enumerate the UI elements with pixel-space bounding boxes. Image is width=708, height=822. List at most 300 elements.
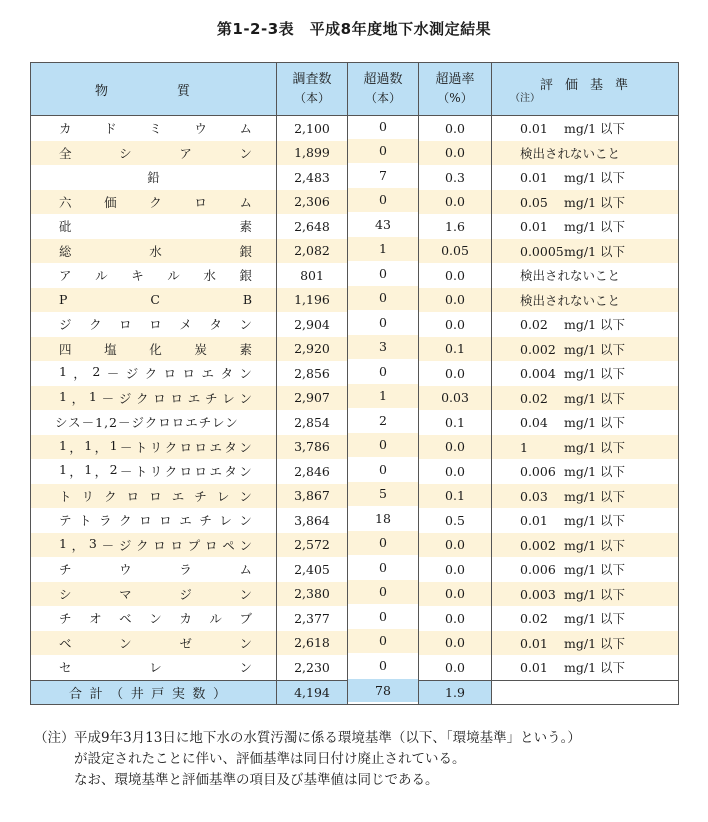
- header-exceed-label: 超過数: [363, 72, 403, 87]
- substance-name-char: 総: [59, 243, 72, 259]
- survey-count: 2,856: [277, 361, 348, 386]
- substance-name-char: ン: [119, 635, 132, 651]
- substance-name-char: －: [106, 366, 120, 382]
- substance-name-char: ロ: [163, 366, 177, 382]
- exceed-count: 1: [348, 237, 419, 262]
- substance-name-char: エ: [209, 439, 222, 455]
- evaluation-standard: [492, 214, 679, 239]
- substance-name-char: マ: [119, 586, 132, 602]
- standard-unit: mg/1 以下: [564, 635, 625, 651]
- substance-name-char: キ: [131, 268, 144, 284]
- survey-count: 2,572: [277, 533, 348, 558]
- exceed-count: 0: [348, 629, 419, 654]
- substance-name: [31, 141, 277, 166]
- substance-name: [31, 533, 277, 558]
- survey-count: 2,907: [277, 386, 348, 411]
- evaluation-standard: [492, 582, 679, 607]
- substance-name-char: タ: [209, 317, 222, 333]
- substance-name-char: －: [101, 390, 115, 406]
- header-substance-char: 物: [95, 83, 109, 99]
- substance-name-char: メ: [179, 317, 192, 333]
- substance-name: [31, 655, 277, 680]
- total-row: [31, 680, 679, 704]
- substance-name-char: ム: [239, 562, 252, 578]
- substance-name-char: ク: [119, 513, 132, 529]
- header-count-label: 調査数: [292, 72, 332, 87]
- table-row: [31, 582, 679, 607]
- total-label-char: 計: [89, 686, 103, 702]
- standard-unit: mg/1 以下: [564, 317, 625, 333]
- survey-count: 2,230: [277, 655, 348, 680]
- survey-count: 2,405: [277, 557, 348, 582]
- substance-name-char: カ: [59, 121, 72, 137]
- table-row: [31, 533, 679, 558]
- substance-name-char: ク: [144, 366, 158, 382]
- standard-value: 0.0005: [520, 243, 564, 259]
- substance-name-char: 炭: [194, 341, 207, 357]
- substance-name-char: 銀: [239, 268, 252, 284]
- substance-name: [31, 582, 277, 607]
- substance-name-char: ロ: [153, 537, 166, 553]
- substance-name-char: ベ: [59, 635, 72, 651]
- substance-name-char: 1: [84, 437, 93, 453]
- standard-unit: mg/1 以下: [564, 488, 625, 504]
- exceed-rate: 0.0: [419, 435, 492, 460]
- header-substance-char: 質: [176, 83, 190, 99]
- exceed-rate: 0.0: [419, 116, 492, 141]
- substance-name-char: ラ: [99, 513, 112, 529]
- standard-unit: mg/1 以下: [564, 170, 625, 186]
- substance-name-char: ラ: [179, 562, 192, 578]
- substance-name-char: 価: [104, 194, 117, 210]
- substance-name-char: ，: [94, 439, 108, 455]
- substance-name-char: ベ: [119, 611, 132, 627]
- substance-name-char: 1: [59, 535, 67, 551]
- exceed-rate: 0.0: [419, 263, 492, 288]
- footnote-line: なお、環境基準と評価基準の項目及び基準値は同じである。: [74, 772, 439, 788]
- standard-unit: mg/1 以下: [564, 366, 625, 382]
- substance-name-char: ン: [239, 439, 252, 455]
- exceed-rate: 0.0: [419, 655, 492, 680]
- standard-value: 0.01: [520, 635, 548, 651]
- substance-name-char: ロ: [179, 439, 193, 455]
- substance-name: [31, 435, 277, 460]
- survey-count: 2,854: [277, 410, 348, 435]
- substance-name-char: ，: [73, 366, 86, 382]
- substance-name-char: P: [59, 292, 68, 308]
- substance-name-char: 1: [84, 462, 93, 478]
- substance-name: [31, 239, 277, 264]
- exceed-rate: 0.0: [419, 312, 492, 337]
- substance-name-char: ク: [136, 537, 149, 553]
- table-row: [31, 606, 679, 631]
- evaluation-standard: [492, 190, 679, 215]
- survey-count: 1,196: [277, 288, 348, 313]
- substance-name-char: シ: [119, 145, 132, 161]
- evaluation-standard: [492, 557, 679, 582]
- survey-count: 2,618: [277, 631, 348, 656]
- table-row: [31, 508, 679, 533]
- substance-name-char: ン: [149, 611, 162, 627]
- exceed-count: 0: [348, 139, 419, 164]
- evaluation-standard: [492, 508, 679, 533]
- substance-name-char: ジ: [118, 390, 132, 406]
- substance-name-char: エ: [179, 513, 192, 529]
- evaluation-standard: [492, 484, 679, 509]
- substance-name-char: チ: [59, 562, 72, 578]
- evaluation-standard: [492, 606, 679, 631]
- substance-name-char: 水: [149, 243, 162, 259]
- substance-name-char: ン: [239, 635, 252, 651]
- substance-name: [31, 459, 277, 484]
- substance-name-char: ク: [104, 488, 117, 504]
- survey-count: 2,100: [277, 116, 348, 141]
- standard-value: 0.01: [520, 170, 548, 186]
- header-rate-label: 超過率: [435, 72, 475, 87]
- substance-name-char: ミ: [149, 121, 162, 137]
- table-row: [31, 655, 679, 680]
- substance-name-char: 1: [59, 437, 67, 453]
- standard-unit: mg/1 以下: [564, 586, 625, 602]
- substance-name-char: ロ: [119, 317, 132, 333]
- header-exceed: [348, 63, 419, 116]
- substance-name-char: ン: [239, 145, 252, 161]
- standard-value: 検出されないこと: [520, 292, 621, 308]
- substance-name-char: エ: [171, 488, 185, 504]
- substance-name: [31, 557, 277, 582]
- substance-name-char: ン: [239, 660, 252, 676]
- survey-count: 3,786: [277, 435, 348, 460]
- table-row: [31, 631, 679, 656]
- substance-name-char: ロ: [204, 537, 218, 553]
- substance-name: [31, 288, 277, 313]
- substance-name: [31, 410, 277, 435]
- header-standard-char: 基: [589, 77, 603, 93]
- exceed-rate: 0.1: [419, 337, 492, 362]
- substance-name: [31, 508, 277, 533]
- substance-name-char: エ: [201, 366, 215, 382]
- exceed-count: 1: [348, 384, 419, 409]
- exceed-rate: 0.0: [419, 631, 492, 656]
- substance-name-char: 1: [59, 364, 67, 380]
- table-row: [31, 312, 679, 337]
- substance-name-char: ロ: [194, 464, 208, 480]
- substance-name-char: チ: [59, 611, 72, 627]
- exceed-rate: 0.0: [419, 190, 492, 215]
- evaluation-standard: [492, 410, 679, 435]
- standard-value: 0.01: [520, 660, 548, 676]
- standard-unit: mg/1 以下: [564, 537, 625, 553]
- table-row: [31, 459, 679, 484]
- standard-value: 0.01: [520, 219, 548, 235]
- substance-name-char: 素: [239, 341, 252, 357]
- standard-value: 0.03: [520, 488, 548, 504]
- exceed-count: 0: [348, 114, 419, 139]
- substance-name-char: ム: [239, 121, 252, 137]
- standard-value: 0.02: [520, 390, 548, 406]
- header-standard-char: 評: [540, 77, 554, 93]
- exceed-count: 7: [348, 163, 419, 188]
- table-row: [31, 337, 679, 362]
- survey-count: 2,648: [277, 214, 348, 239]
- substance-name-char: ロ: [179, 464, 193, 480]
- substance-name-char: ジ: [125, 366, 139, 382]
- survey-count: 3,864: [277, 508, 348, 533]
- substance-name-char: ア: [59, 268, 72, 284]
- survey-count: 1,899: [277, 141, 348, 166]
- standard-unit: mg/1 以下: [564, 390, 625, 406]
- standard-unit: mg/1 以下: [564, 660, 625, 676]
- standard-value: 検出されないこと: [520, 145, 621, 161]
- total-count: 4,194: [277, 680, 348, 704]
- substance-name-char: ブ: [239, 611, 252, 627]
- substance-name-char: テ: [59, 513, 72, 529]
- table-body: [31, 116, 679, 681]
- standard-unit: mg/1 以下: [564, 513, 625, 529]
- exceed-rate: 0.1: [419, 484, 492, 509]
- header-standard: [492, 63, 679, 116]
- substance-name-char: ト: [79, 513, 92, 529]
- substance-name-char: レ: [222, 390, 235, 406]
- table-row: [31, 141, 679, 166]
- substance-name-char: C: [150, 292, 160, 308]
- substance-name-char: エ: [209, 464, 222, 480]
- substance-name: [31, 190, 277, 215]
- total-label-char: 井: [130, 686, 144, 702]
- substance-name-char: レ: [149, 660, 162, 676]
- substance-name-char: ロ: [159, 513, 172, 529]
- substance-name-char: －: [101, 537, 115, 553]
- header-substance: [31, 63, 277, 116]
- table-row: [31, 288, 679, 313]
- substance-name-char: ジ: [118, 537, 132, 553]
- substance-name-char: タ: [220, 366, 233, 382]
- table-row: [31, 190, 679, 215]
- substance-name-char: ル: [95, 268, 108, 284]
- table-row: [31, 165, 679, 190]
- total-label-char: 実: [171, 686, 185, 702]
- total-rate: 1.9: [419, 680, 492, 704]
- total-label-char: 数: [192, 686, 206, 702]
- header-standard-char: 価: [564, 77, 578, 93]
- footnote: [34, 728, 684, 791]
- substance-name-char: 化: [149, 341, 162, 357]
- standard-value: 0.01: [520, 121, 548, 137]
- substance-name-char: ，: [69, 439, 82, 455]
- substance-name: [31, 386, 277, 411]
- standard-value: 検出されないこと: [520, 268, 621, 284]
- substance-name-char: 2: [92, 364, 101, 380]
- substance-name-char: 六: [59, 194, 72, 210]
- standard-unit: mg/1 以下: [564, 439, 625, 455]
- substance-name-char: ン: [239, 464, 252, 480]
- header-rate-unit: （%）: [437, 91, 473, 105]
- table-header-row: [31, 63, 679, 116]
- evaluation-standard: [492, 386, 679, 411]
- substance-name-char: ロ: [170, 537, 184, 553]
- evaluation-standard: [492, 435, 679, 460]
- substance-name-char: ，: [71, 390, 85, 406]
- header-exceed-unit: （本）: [364, 91, 401, 105]
- substance-name-char: －: [119, 464, 133, 480]
- standard-value: 0.002: [520, 537, 556, 553]
- substance-name-char: ク: [164, 464, 178, 480]
- substance-name: [31, 116, 277, 141]
- substance-name-char: チ: [194, 488, 207, 504]
- standard-unit: mg/1 以下: [564, 194, 625, 210]
- header-standard-note: （注）: [510, 92, 540, 104]
- evaluation-standard: [492, 288, 679, 313]
- table-row: [31, 263, 679, 288]
- substance-name-char: セ: [59, 660, 72, 676]
- standard-value: 0.02: [520, 317, 548, 333]
- substance-name-char: 3: [88, 535, 97, 551]
- total-label-char: （: [110, 686, 124, 702]
- substance-name-char: プ: [187, 537, 201, 553]
- evaluation-standard: [492, 141, 679, 166]
- standard-unit: mg/1 以下: [564, 464, 625, 480]
- exceed-rate: 0.0: [419, 557, 492, 582]
- substance-name-char: 鉛: [147, 170, 160, 186]
- standard-unit: mg/1 以下: [564, 121, 625, 137]
- exceed-count: 0: [348, 286, 419, 311]
- total-standard-blank: [492, 680, 679, 704]
- survey-count: 2,483: [277, 165, 348, 190]
- table-row: [31, 435, 679, 460]
- survey-count: 2,082: [277, 239, 348, 264]
- exceed-count: 0: [348, 531, 419, 556]
- table-title: 第1-2-3表 平成8年度地下水測定結果: [216, 20, 492, 38]
- substance-name-char: ル: [209, 611, 222, 627]
- substance-name-char: 水: [203, 268, 216, 284]
- substance-name-char: ，: [94, 464, 108, 480]
- standard-value: 0.002: [520, 341, 556, 357]
- substance-name-char: 素: [239, 219, 252, 235]
- substance-name: [31, 214, 277, 239]
- substance-name-char: ン: [239, 317, 252, 333]
- exceed-count: 0: [348, 604, 419, 629]
- evaluation-standard: [492, 312, 679, 337]
- exceed-count: 5: [348, 482, 419, 507]
- exceed-rate: 0.1: [419, 410, 492, 435]
- exceed-count: 0: [348, 433, 419, 458]
- table-row: [31, 557, 679, 582]
- substance-name-char: ウ: [119, 562, 132, 578]
- standard-value: 0.01: [520, 513, 548, 529]
- evaluation-standard: [492, 533, 679, 558]
- table-row: [31, 484, 679, 509]
- standard-unit: mg/1 以下: [564, 562, 625, 578]
- table-row: [31, 386, 679, 411]
- substance-name-char: ド: [104, 121, 117, 137]
- substance-name-char: リ: [149, 439, 163, 455]
- substance-name-char: 1: [59, 388, 67, 404]
- standard-unit: mg/1 以下: [564, 341, 625, 357]
- substance-name-char: ン: [239, 513, 252, 529]
- footnote-line: が設定されたことに伴い、評価基準は同日付け廃止されている。: [74, 751, 466, 767]
- substance-name-char: ア: [179, 145, 192, 161]
- survey-count: 2,920: [277, 337, 348, 362]
- substance-name-char: ロ: [149, 488, 162, 504]
- header-count: [277, 63, 348, 116]
- exceed-count: 0: [348, 580, 419, 605]
- substance-name-char: レ: [219, 513, 232, 529]
- substance-name-char: タ: [224, 439, 237, 455]
- substance-name: [31, 165, 277, 190]
- substance-name-char: リ: [81, 488, 95, 504]
- substance-name-char: 四: [59, 341, 72, 357]
- evaluation-standard: [492, 361, 679, 386]
- substance-name-char: ジ: [179, 586, 192, 602]
- substance-name-char: ン: [239, 586, 252, 602]
- substance-name-char: ，: [69, 464, 82, 480]
- standard-value: 0.04: [520, 415, 548, 431]
- standard-value: 0.006: [520, 464, 556, 480]
- substance-name-char: シ: [59, 586, 72, 602]
- exceed-rate: 0.0: [419, 361, 492, 386]
- exceed-count: 0: [348, 188, 419, 213]
- substance-name-char: カ: [179, 611, 192, 627]
- standard-value: 0.006: [520, 562, 556, 578]
- substance-name-char: 銀: [239, 243, 252, 259]
- exceed-count: 0: [348, 653, 419, 678]
- substance-name-char: ロ: [153, 390, 166, 406]
- survey-count: 2,904: [277, 312, 348, 337]
- substance-name-char: リ: [149, 464, 163, 480]
- substance-name-char: ク: [89, 317, 102, 333]
- substance-name-char: 1: [88, 388, 97, 404]
- substance-name-char: ン: [239, 488, 252, 504]
- table-row: [31, 239, 679, 264]
- substance-name-char: ロ: [149, 317, 162, 333]
- groundwater-results-table: [30, 62, 679, 705]
- substance-name-char: ゼ: [179, 635, 192, 651]
- table-row: [31, 214, 679, 239]
- substance-name-char: ジ: [59, 317, 72, 333]
- substance-name: [31, 312, 277, 337]
- footnote-mark: （注）: [34, 730, 75, 746]
- standard-unit: mg/1 以下: [564, 219, 625, 235]
- substance-name-char: ク: [149, 194, 162, 210]
- exceed-rate: 0.0: [419, 459, 492, 484]
- substance-name-char: ン: [239, 537, 252, 553]
- substance-name-char: チ: [204, 390, 218, 406]
- standard-unit: mg/1 以下: [564, 243, 625, 259]
- standard-value: 1: [520, 439, 528, 455]
- exceed-count: 0: [348, 457, 419, 482]
- exceed-rate: 0.5: [419, 508, 492, 533]
- standard-value: 0.004: [520, 366, 556, 382]
- substance-name-char: レ: [216, 488, 230, 504]
- substance-name: [31, 631, 277, 656]
- substance-name: [31, 263, 277, 288]
- substance-name-char: 1: [109, 437, 118, 453]
- header-count-unit: （本）: [293, 91, 330, 105]
- exceed-rate: 0.0: [419, 288, 492, 313]
- table-row: [31, 410, 679, 435]
- footnote-line: 平成9年3月13日に地下水の水質汚濁に係る環境基準（以下、「環境基準」という。）: [74, 730, 581, 746]
- standard-value: 0.02: [520, 611, 548, 627]
- substance-name-char: ム: [239, 194, 252, 210]
- total-label-char: 合: [69, 686, 83, 702]
- total-exceed: 78: [348, 678, 419, 702]
- substance-name: [31, 484, 277, 509]
- survey-count: 2,846: [277, 459, 348, 484]
- total-label-char: ）: [212, 686, 226, 702]
- substance-name: [31, 337, 277, 362]
- substance-name-char: B: [242, 292, 252, 308]
- survey-count: 801: [277, 263, 348, 288]
